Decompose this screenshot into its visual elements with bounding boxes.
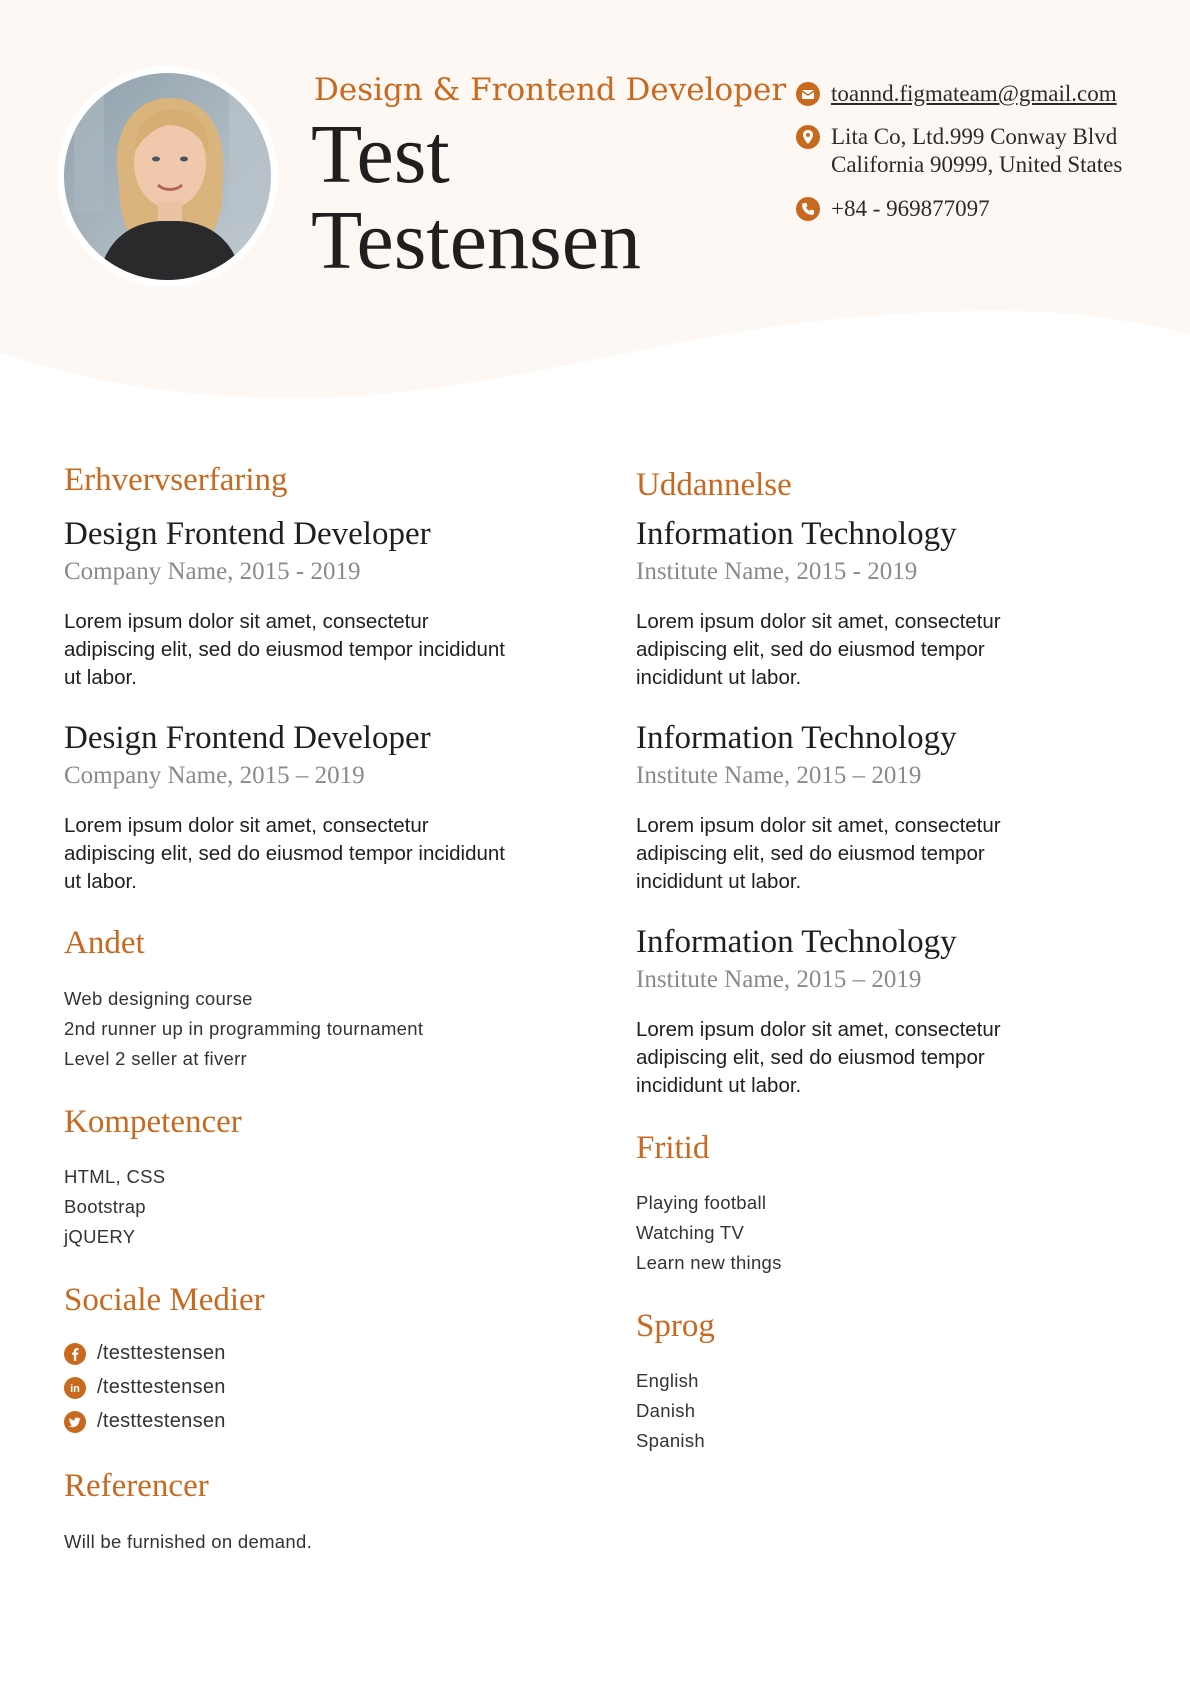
- description-line: adipiscing elit, sed do eiusmod tempor incididunt: [64, 638, 506, 661]
- description-line: adipiscing elit, sed do eiusmod tempor incididunt: [64, 842, 506, 865]
- description-line: Lorem ipsum dolor sit amet, consectetur: [64, 610, 429, 633]
- list-item: Learn new things: [636, 1252, 782, 1273]
- section-title-other: Andet: [64, 925, 145, 961]
- references-note: Will be furnished on demand.: [64, 1531, 313, 1552]
- avatar-frame: [57, 66, 278, 287]
- list-item: 2nd runner up in programming tournament: [64, 1018, 424, 1039]
- social-handle: /testtestensen: [97, 1376, 226, 1398]
- education-description: [636, 1016, 1136, 1100]
- facebook-icon: [64, 1343, 86, 1365]
- list-item: Spanish: [636, 1430, 705, 1451]
- experience-company: Company Name, 2015 - 2019: [64, 558, 361, 585]
- section-title-references: Referencer: [64, 1468, 209, 1504]
- list-item: Level 2 seller at fiverr: [64, 1048, 248, 1069]
- education-description: [636, 812, 1136, 896]
- education-institute: Institute Name, 2015 - 2019: [636, 558, 918, 585]
- references-text: [64, 1527, 312, 1557]
- description-line: adipiscing elit, sed do eiusmod tempor: [636, 638, 985, 661]
- location-pin-icon: [796, 125, 820, 149]
- description-line: incididunt ut labor.: [636, 666, 802, 689]
- description-line: Lorem ipsum dolor sit amet, consectetur: [636, 610, 1001, 633]
- experience-description: [64, 608, 584, 692]
- description-line: ut labor.: [64, 666, 137, 689]
- description-line: Lorem ipsum dolor sit amet, consectetur: [636, 1018, 1001, 1041]
- svg-text:in: in: [70, 1383, 80, 1395]
- full-name: [311, 108, 642, 287]
- experience-company: Company Name, 2015 – 2019: [64, 762, 365, 789]
- education-title: Information Technology: [636, 720, 957, 756]
- section-title-hobbies: Fritid: [636, 1130, 710, 1166]
- description-line: Lorem ipsum dolor sit amet, consectetur: [64, 814, 429, 837]
- list-item: Watching TV: [636, 1222, 745, 1243]
- description-line: incididunt ut labor.: [636, 1074, 802, 1097]
- phone-number: +84 - 969877097: [831, 196, 990, 221]
- list-item: English: [636, 1370, 699, 1391]
- name-last: Testensen: [311, 194, 642, 287]
- education-title: Information Technology: [636, 924, 957, 960]
- list-item: jQUERY: [64, 1226, 136, 1247]
- skills-list: [64, 1162, 165, 1252]
- list-item: Web designing course: [64, 988, 253, 1009]
- address-line-1: Lita Co, Ltd.999 Conway Blvd: [831, 124, 1118, 149]
- description-line: adipiscing elit, sed do eiusmod tempor: [636, 1046, 985, 1069]
- email-icon: [796, 82, 820, 106]
- education-description: [636, 608, 1136, 692]
- hobbies-list: [636, 1188, 782, 1278]
- social-handle: /testtestensen: [97, 1342, 226, 1364]
- education-title: Information Technology: [636, 516, 957, 552]
- experience-title: Design Frontend Developer: [64, 720, 431, 756]
- job-title: Design & Frontend Developer: [314, 72, 787, 108]
- social-handle: /testtestensen: [97, 1410, 226, 1432]
- section-title-languages: Sprog: [636, 1308, 715, 1344]
- phone-icon: [796, 197, 820, 221]
- avatar: [64, 73, 271, 280]
- description-line: ut labor.: [64, 870, 137, 893]
- description-line: adipiscing elit, sed do eiusmod tempor: [636, 842, 985, 865]
- education-institute: Institute Name, 2015 – 2019: [636, 762, 922, 789]
- list-item: Playing football: [636, 1192, 767, 1213]
- email-link[interactable]: toannd.figmateam@gmail.com: [831, 81, 1117, 106]
- list-item: Danish: [636, 1400, 696, 1421]
- section-title-education: Uddannelse: [636, 467, 792, 503]
- section-title-experience: Erhvervserfaring: [64, 462, 288, 498]
- section-title-skills: Kompetencer: [64, 1104, 242, 1140]
- linkedin-icon: [64, 1377, 86, 1399]
- twitter-icon: [64, 1411, 86, 1433]
- education-institute: Institute Name, 2015 – 2019: [636, 966, 922, 993]
- description-line: incididunt ut labor.: [636, 870, 802, 893]
- name-first: Test: [311, 108, 450, 201]
- experience-description: [64, 812, 584, 896]
- description-line: Lorem ipsum dolor sit amet, consectetur: [636, 814, 1001, 837]
- list-item: Bootstrap: [64, 1196, 146, 1217]
- section-title-social: Sociale Medier: [64, 1282, 265, 1318]
- experience-title: Design Frontend Developer: [64, 516, 431, 552]
- languages-list: [636, 1366, 705, 1456]
- other-list: [64, 984, 423, 1074]
- address-line-2: California 90999, United States: [831, 152, 1123, 177]
- list-item: HTML, CSS: [64, 1166, 166, 1187]
